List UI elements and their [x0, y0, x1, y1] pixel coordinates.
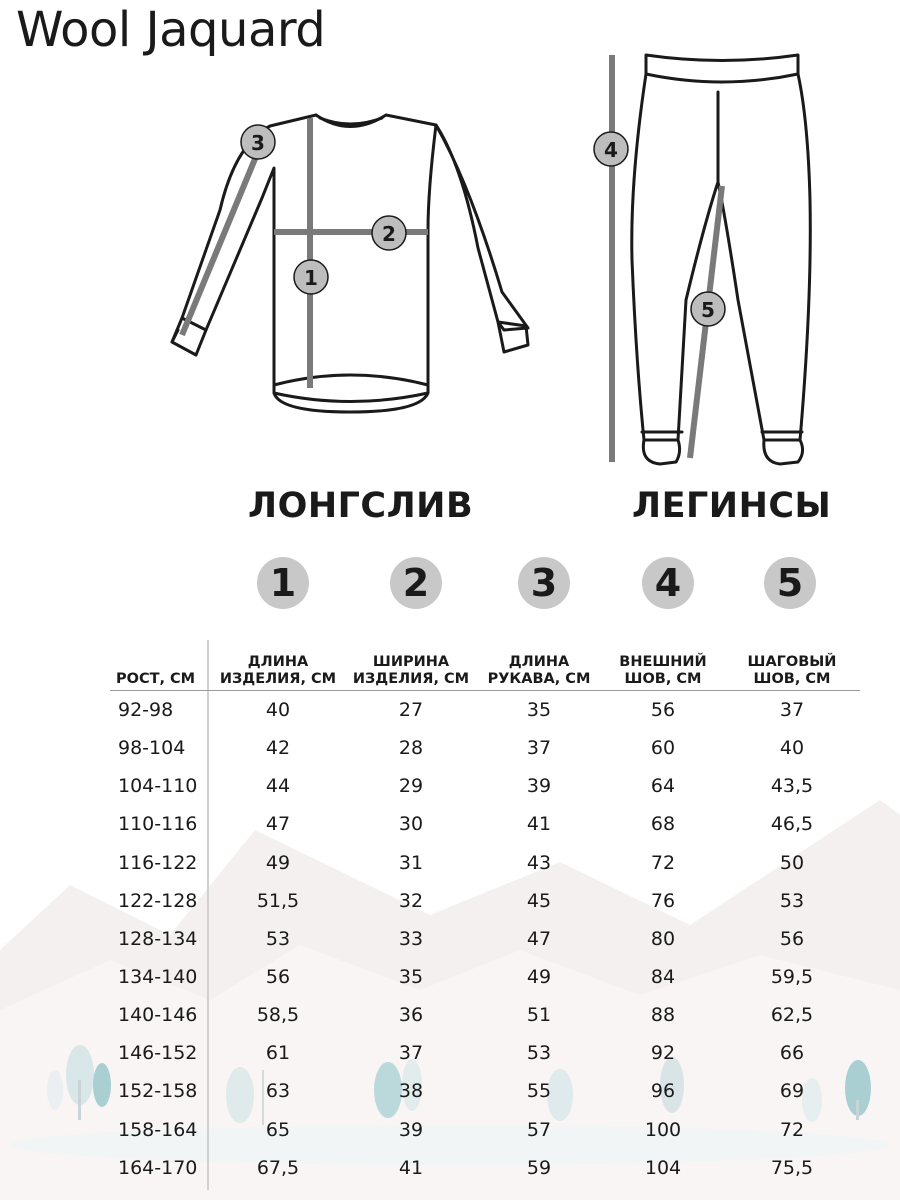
- height-range-cell: 110-116: [118, 813, 198, 836]
- measurement-cell: 29: [398, 775, 424, 798]
- measurement-cell: 51: [526, 1004, 552, 1027]
- measurement-cell: 27: [398, 699, 424, 722]
- measurement-cell: 75,5: [770, 1156, 814, 1179]
- column-badge-1: 1: [257, 557, 309, 609]
- table-row: [110, 844, 860, 882]
- table-row: [110, 996, 860, 1034]
- diagram-marker-5: [691, 292, 725, 326]
- header-line: ИЗДЕЛИЯ, СМ: [219, 671, 337, 687]
- measurement-cell: 30: [398, 813, 424, 836]
- measurement-cell: 42: [265, 737, 291, 760]
- measurement-cell: 57: [526, 1118, 552, 1141]
- measurement-cell: 43: [526, 851, 552, 874]
- height-range-cell: 122-128: [118, 889, 198, 912]
- measurement-cell: 41: [398, 1156, 424, 1179]
- longsleeve-diagram-icon: [172, 115, 528, 412]
- measurement-cell: 68: [650, 813, 676, 836]
- height-range-cell: 164-170: [118, 1156, 198, 1179]
- measurement-cell: 40: [265, 699, 291, 722]
- svg-text:2: 2: [382, 222, 396, 246]
- measurement-cell: 60: [650, 737, 676, 760]
- measurement-cell: 84: [650, 966, 676, 989]
- height-range-cell: 158-164: [118, 1118, 198, 1141]
- height-range-cell: 104-110: [118, 775, 198, 798]
- measurement-cell: 49: [265, 851, 291, 874]
- table-row: [110, 1072, 860, 1110]
- header-line: ШАГОВЫЙ: [747, 654, 837, 670]
- measurement-cell: 28: [398, 737, 424, 760]
- measurement-cell: 69: [779, 1080, 805, 1103]
- measurement-cell: 50: [779, 851, 805, 874]
- header-line: ШОВ, СМ: [624, 671, 702, 687]
- table-header-col-0: [110, 640, 210, 691]
- leggings-diagram-icon: [632, 55, 811, 464]
- measurement-cell: 32: [398, 889, 424, 912]
- measurement-cell: 61: [265, 1042, 291, 1065]
- measurement-cell: 47: [265, 813, 291, 836]
- height-range-cell: 140-146: [118, 1004, 198, 1027]
- measurement-cell: 43,5: [770, 775, 814, 798]
- header-line: ВНЕШНИЙ: [619, 654, 707, 670]
- measurement-cell: 64: [650, 775, 676, 798]
- brand-title: Wool Jaquard: [16, 2, 326, 58]
- measurement-cell: 41: [526, 813, 552, 836]
- svg-text:3: 3: [251, 131, 265, 155]
- height-range-cell: 152-158: [118, 1080, 198, 1103]
- header-line: РУКАВА, СМ: [487, 671, 591, 687]
- measurement-cell: 36: [398, 1004, 424, 1027]
- diagram-marker-2: [372, 216, 406, 250]
- measurement-cell: 62,5: [770, 1004, 814, 1027]
- measurement-cell: 45: [526, 889, 552, 912]
- svg-text:1: 1: [304, 266, 318, 290]
- measurement-cell: 39: [398, 1118, 424, 1141]
- header-line: ШОВ, СМ: [753, 671, 831, 687]
- measurement-cell: 37: [398, 1042, 424, 1065]
- measurement-cell: 40: [779, 737, 805, 760]
- measurement-cell: 65: [265, 1118, 291, 1141]
- measurement-cell: 63: [265, 1080, 291, 1103]
- table-row: [110, 729, 860, 767]
- measurement-cell: 31: [398, 851, 424, 874]
- table-row: [110, 1149, 860, 1187]
- measurement-cell: 67,5: [256, 1156, 300, 1179]
- measurement-cell: 59: [526, 1156, 552, 1179]
- diagram-marker-4: [594, 132, 628, 166]
- table-row: [110, 882, 860, 920]
- measurement-cell: 39: [526, 775, 552, 798]
- measurement-cell: 76: [650, 889, 676, 912]
- column-badge-2: 2: [390, 557, 442, 609]
- measurement-cell: 100: [644, 1118, 682, 1141]
- height-range-cell: 98-104: [118, 737, 186, 760]
- measurement-cell: 51,5: [256, 889, 300, 912]
- svg-text:4: 4: [604, 138, 618, 162]
- measurement-cell: 66: [779, 1042, 805, 1065]
- header-line: ИЗДЕЛИЯ, СМ: [352, 671, 470, 687]
- table-row: [110, 1034, 860, 1072]
- diagram-marker-3: [241, 125, 275, 159]
- header-line: ШИРИНА: [372, 654, 450, 670]
- measurement-cell: 38: [398, 1080, 424, 1103]
- measurement-cell: 56: [779, 927, 805, 950]
- diagram-marker-1: [294, 260, 328, 294]
- table-row: [110, 805, 860, 843]
- measurement-cell: 35: [398, 966, 424, 989]
- measurement-cell: 37: [779, 699, 805, 722]
- column-badge-4: 4: [642, 557, 694, 609]
- height-range-cell: 116-122: [118, 851, 198, 874]
- table-row: [110, 958, 860, 996]
- measurement-cell: 56: [265, 966, 291, 989]
- height-range-cell: 134-140: [118, 966, 198, 989]
- measurement-cell: 53: [526, 1042, 552, 1065]
- measurement-cell: 37: [526, 737, 552, 760]
- measurement-cell: 80: [650, 927, 676, 950]
- measurement-cell: 53: [265, 927, 291, 950]
- table-header-col-4: [602, 640, 724, 691]
- header-line: ДЛИНА: [247, 654, 309, 670]
- height-range-cell: 146-152: [118, 1042, 198, 1065]
- table-row: [110, 1111, 860, 1149]
- measurement-cell: 92: [650, 1042, 676, 1065]
- measurement-cell: 53: [779, 889, 805, 912]
- height-range-cell: 128-134: [118, 927, 198, 950]
- measurement-cell: 33: [398, 927, 424, 950]
- measurement-cell: 47: [526, 927, 552, 950]
- measurement-cell: 58,5: [256, 1004, 300, 1027]
- table-row: [110, 920, 860, 958]
- measurement-cell: 104: [644, 1156, 682, 1179]
- table-header-col-5: [724, 640, 860, 691]
- height-range-cell: 92-98: [118, 699, 174, 722]
- measurement-cell: 96: [650, 1080, 676, 1103]
- size-table: [110, 640, 860, 1187]
- garment-diagrams: [0, 0, 900, 480]
- measurement-cell: 35: [526, 699, 552, 722]
- measurement-cell: 59,5: [770, 966, 814, 989]
- measurement-cell: 56: [650, 699, 676, 722]
- measurement-cell: 55: [526, 1080, 552, 1103]
- measurement-cell: 72: [650, 851, 676, 874]
- table-header-col-2: [346, 640, 476, 691]
- measurement-cell: 88: [650, 1004, 676, 1027]
- table-row: [110, 691, 860, 730]
- measurement-cell: 46,5: [770, 813, 814, 836]
- longsleeve-title: ЛОНГСЛИВ: [248, 486, 474, 526]
- measurement-cell: 72: [779, 1118, 805, 1141]
- table-row: [110, 767, 860, 805]
- header-line: РОСТ, СМ: [116, 671, 196, 687]
- leggings-title: ЛЕГИНСЫ: [632, 486, 832, 526]
- measurement-cell: 44: [265, 775, 291, 798]
- table-header-col-1: [210, 640, 346, 691]
- measurement-cell: 49: [526, 966, 552, 989]
- column-badge-3: 3: [518, 557, 570, 609]
- column-badge-5: 5: [764, 557, 816, 609]
- header-line: ДЛИНА: [508, 654, 570, 670]
- table-header-col-3: [476, 640, 602, 691]
- svg-text:5: 5: [701, 298, 715, 322]
